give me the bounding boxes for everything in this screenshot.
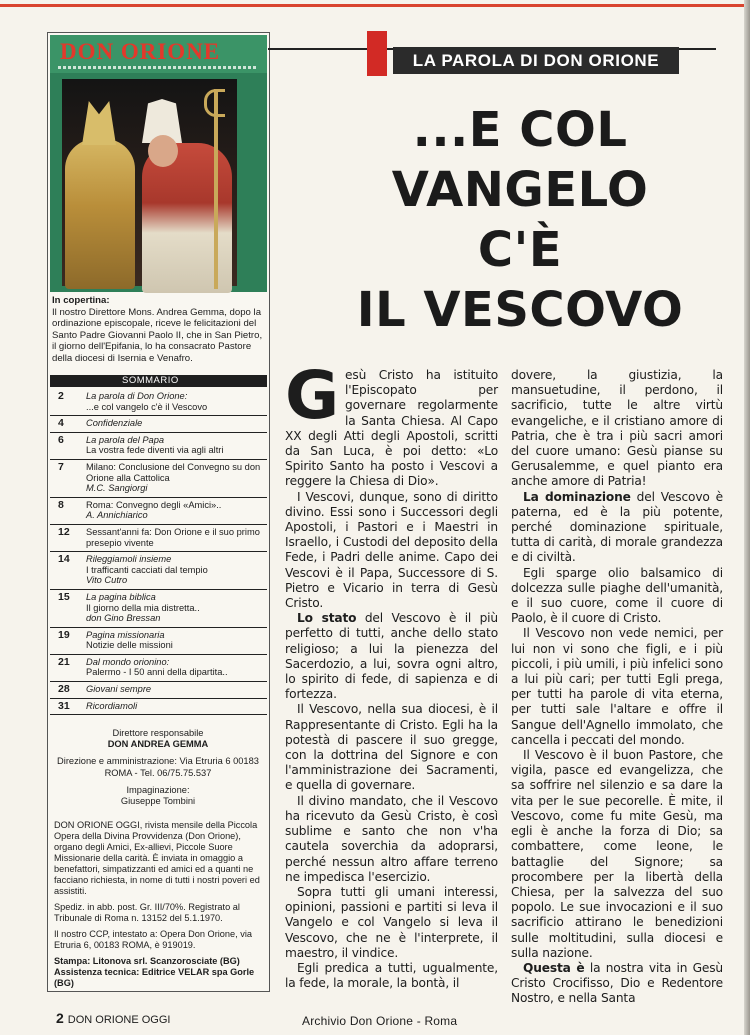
- sommario-entry-line1: La pagina biblica: [86, 591, 156, 602]
- crozier-staff: [214, 89, 218, 289]
- left-sidebar: [47, 32, 270, 992]
- publication-info: [54, 820, 262, 989]
- paragraph-text: esù Cristo ha istituito l'Episcopato per governare regolarmente la Santa Chiesa. Al Capo XX degli Atti degli Apostoli, scritti da San Luca, è poi detto: «Lo Spirito Santo ha posto i Vescovi a reggere la Chiesa di Dio».: [285, 368, 498, 489]
- headline-line: IL VESCOVO: [356, 282, 684, 338]
- sommario-page-number: 4: [58, 417, 64, 430]
- article-paragraph: dovere, la giustizia, la mansuetudine, il perdono, il sacrificio, tutte le altre virtù evangeliche, e il cristiano amore di Patria, che è tra i più sacri amori del cuore umano: Gesù pianse su Gerusalemme, e quel pianto era anche amore di Patria!: [511, 368, 723, 489]
- sommario-entry-line2: ...e col vangelo c'è il Vescovo: [86, 401, 208, 412]
- lead-in: La dominazione: [523, 489, 631, 504]
- sommario-item: [50, 525, 267, 552]
- sommario-page-number: 15: [58, 590, 70, 603]
- sommario-entry-line3: A. Annichiarico: [86, 510, 148, 521]
- sommario-entry-line2: I trafficanti cacciati dal tempio: [86, 564, 208, 575]
- sommario-entry: [86, 684, 267, 695]
- article-paragraph: Il Vescovo è il buon Pastore, che vigila, pasce ed evangelizza, che sa soffrire nel silenzio e sa dare la vita per le sue pecorelle. È mite, il Vescovo, come fu mite Gesù, ma egli è anche la forza di Dio; sa combattere, come leone, le battaglie del Signore; sa procombere per la libertà della Chiesa, per la salvezza del suo popolo. Le sue invocazioni e il suo sacrificio attirano le benedizioni sulle moltitudini, sulla diocesi e sulla nazione.: [511, 748, 723, 960]
- article-paragraph: Sopra tutti gli umani interessi, opinioni, passioni e partiti si leva il Vangelo e col Vangelo si leva il Vescovo, che ne è l'interprete, il maestro, il vindice.: [285, 884, 498, 960]
- section-accent: [367, 31, 387, 76]
- impaginazione-label: Impaginazione:: [126, 784, 190, 795]
- direzione-address: Direzione e amministrazione: Via Etruria 6 00183 ROMA - Tel. 06/75.75.537: [57, 756, 259, 778]
- sommario-entry-line2: Notizie delle missioni: [86, 640, 173, 651]
- pope-mitre: [82, 101, 116, 145]
- sommario-entry-line3: Vito Cutro: [86, 575, 128, 586]
- sommario-item: [50, 498, 267, 525]
- article-paragraph: [285, 357, 498, 490]
- sommario-entry: [86, 527, 267, 548]
- lead-in: Questa è: [523, 960, 585, 975]
- page-number: 2: [56, 1010, 64, 1026]
- headline-line: ...E COL: [412, 102, 628, 158]
- sommario-item: [50, 460, 267, 498]
- sommario-page-number: 31: [58, 699, 70, 712]
- sommario-entry-line1: Dal mondo orionino:: [86, 656, 170, 667]
- headline-line: VANGELO: [391, 162, 649, 218]
- sommario-page-number: 12: [58, 525, 70, 538]
- archive-watermark: Archivio Don Orione - Roma: [302, 1014, 458, 1028]
- sommario-item: [50, 416, 267, 433]
- sommario-page-number: 6: [58, 433, 64, 446]
- sommario-entry-line1: Giovani sempre: [86, 684, 152, 695]
- sommario-entry-line3: M.C. Sangiorgi: [86, 483, 148, 494]
- sommario-entry-line2: La vostra fede diventi via agli altri: [86, 445, 224, 456]
- article-paragraph: Il Vescovo, nella sua diocesi, è il Rappresentante di Cristo. Egli ha la potestà di pascere il suo gregge, con la dottrina del Signore e con l'amministrazione dei Sacramenti, e quella di governare.: [285, 702, 498, 793]
- sommario-entry: [86, 462, 267, 494]
- article-paragraph: [511, 490, 723, 566]
- sommario-entry: [86, 418, 267, 429]
- article-paragraph: [511, 961, 723, 1007]
- page-footer: [56, 1010, 170, 1026]
- article-column-1: [285, 357, 498, 998]
- cover-image: [50, 35, 267, 292]
- sommario-entry: [86, 435, 267, 456]
- sommario-entry: [86, 592, 267, 624]
- sommario-page-number: 8: [58, 498, 64, 511]
- top-red-line: [0, 4, 750, 7]
- article-paragraph: Il divino mandato, che il Vescovo ha ricevuto da Gesù Cristo, è così sublime e santo che non v'ha cautela soverchia da adoprarsi, perché nessun altro affare terreno ne impedisca l'esercizio.: [285, 793, 498, 884]
- bishop-figure: [142, 143, 232, 293]
- cover-description-heading: In copertina:: [52, 295, 110, 306]
- stampa-info: Stampa: Litonova srl. Scanzorosciate (BG): [54, 956, 240, 966]
- lead-in: Lo stato: [297, 611, 357, 626]
- headline: [300, 100, 740, 340]
- sommario-entry: [86, 554, 267, 586]
- sommario-page-number: 19: [58, 628, 70, 641]
- direttore-name: DON ANDREA GEMMA: [107, 739, 209, 750]
- sommario-entry-line1: Rileggiamoli insieme: [86, 554, 172, 565]
- sommario-item: [50, 552, 267, 590]
- cover-masthead: [50, 35, 267, 73]
- sommario-item: [50, 655, 267, 682]
- article-paragraph: [285, 611, 498, 702]
- sommario-page-number: 14: [58, 553, 70, 566]
- rivista-info: DON ORIONE OGGI, rivista mensile della Piccola Opera della Divina Provvidenza (Don Orione), organo degli Amici, Ex-allievi, Piccole Suore Missionarie della carità. È inviata in omaggio a benefattori, simpatizzanti ed amici ed a quanti ne facciano richiesta, in nome di tutti i nostri poveri ed assistiti.: [54, 820, 260, 896]
- sommario-entry: [86, 657, 267, 678]
- paragraph-text: del Vescovo è il più perfetto di tutti, anche dello stato religioso; a lui la pienezza del Sacerdozio, a lui, sovra ogni altro, lo spirito di fede, di sapienza e di fortezza.: [285, 611, 498, 702]
- ccp-info: Il nostro CCP, intestato a: Opera Don Orione, via Etruria 6, 00183 ROMA, è 919019.: [54, 929, 252, 950]
- page-edge-shadow: [744, 0, 750, 1035]
- sommario-entry-line2: Roma: Convegno degli «Amici»..: [86, 499, 222, 510]
- sommario-page-number: 2: [58, 390, 64, 402]
- sommario-list: [50, 389, 267, 715]
- sommario-item: [50, 682, 267, 699]
- footer-magazine: DON ORIONE OGGI: [67, 1014, 171, 1026]
- cover-description-text: Il nostro Direttore Mons. Andrea Gemma, dopo la ordinazione episcopale, riceve le felicitazioni del Santo Padre Giovanni Paolo II, che in San Pietro, il giorno dell'Epifania, lo ha consacrato Pastore della diocesi di Isernia e Venafro.: [52, 306, 263, 364]
- direttore-label: Direttore responsabile: [112, 728, 204, 738]
- sommario-page-number: 21: [58, 655, 70, 668]
- drop-cap: G: [285, 357, 340, 434]
- sommario-entry-line3: don Gino Bressan: [86, 613, 161, 624]
- paragraph-text: del Vescovo è paterna, ed è la più potente, perché dominazione spirituale, tutta di carità, di morale grandezza e di civiltà.: [511, 489, 723, 565]
- bishop-face: [148, 135, 178, 167]
- sommario-entry-line2: Il giorno della mia distretta..: [86, 602, 200, 613]
- paragraph-text: la nostra vita in Gesù Cristo Crocifisso, Dio e Redentore Nostro, e nella Santa: [511, 960, 723, 1006]
- credits: [52, 728, 264, 807]
- cover-photo: [62, 79, 237, 286]
- sommario-title: SOMMARIO: [122, 375, 179, 386]
- cover-description: [52, 295, 264, 364]
- sommario-entry-line1: La parola di Don Orione:: [86, 391, 188, 401]
- impaginazione-name: Giuseppe Tombini: [120, 796, 196, 807]
- sommario-entry-line2: Sessant'anni fa: Don Orione e il suo primo presepio vivente: [86, 526, 260, 548]
- sommario-entry: [86, 701, 267, 712]
- sommario-entry: [86, 630, 267, 651]
- sommario-page-number: 28: [58, 683, 70, 696]
- article-paragraph: Egli predica a tutti, ugualmente, la fede, la morale, la bontà, il: [285, 960, 498, 991]
- assistenza-info: Assistenza tecnica: Editrice VELAR spa Gorle (BG): [54, 967, 255, 988]
- sommario-item: [50, 389, 267, 416]
- sommario-entry-line1: La parola del Papa: [86, 434, 165, 445]
- article-paragraph: Il Vescovo non vede nemici, per lui non vi sono che figli, e i più piccoli, i più umili, i più infelici sono a lui più cari; per tutti Egli prega, per tutti ha parole di vita eterna, per tutti sale l'altare e offre il Sangue dell'Agnello immolato, che cancella i peccati del mondo.: [511, 626, 723, 747]
- pope-figure: [65, 139, 135, 289]
- sommario-item: [50, 433, 267, 460]
- sommario-entry-line1: Pagina missionaria: [86, 629, 165, 640]
- sommario-entry-line2: Palermo - I 50 anni della dipartita..: [86, 667, 228, 678]
- sommario-item: [50, 699, 267, 716]
- headline-line: C'È: [477, 222, 563, 278]
- article-column-2: [511, 368, 723, 1006]
- sommario-entry: [86, 391, 267, 412]
- sommario-header: [50, 375, 267, 387]
- section-label: LA PAROLA DI DON ORIONE: [393, 47, 679, 74]
- crozier-head: [204, 89, 225, 117]
- sommario-entry: [86, 500, 267, 521]
- sommario-entry-line1: Confidenziale: [86, 418, 143, 429]
- sommario-page-number: 7: [58, 460, 64, 473]
- sommario-item: [50, 590, 267, 628]
- sommario-entry-line2: Milano: Conclusione del Convegno su don Orione alla Cattolica: [86, 461, 261, 483]
- article-paragraph: I Vescovi, dunque, sono di diritto divino. Essi sono i Successori degli Apostoli, i Pastori e i Maestri in Israello, i Custodi del deposito della Fede, i Padri delle anime. Capo dei Vescovi è il Papa, Successore di S. Pietro e Vicario in terra di Gesù Cristo.: [285, 489, 498, 611]
- cover-logo: DON ORIONE: [60, 39, 221, 64]
- sommario-item: [50, 628, 267, 655]
- sommario-entry-line1: Ricordiamoli: [86, 700, 138, 711]
- article-paragraph: Egli sparge olio balsamico di dolcezza sulle piaghe dell'umanità, e il suo cuore, come il cuore di Paolo, è il cuore di Cristo.: [511, 565, 723, 626]
- spedizione-info: Spediz. in abb. post. Gr. III/70%. Registrato al Tribunale di Roma n. 13152 del 5.1.1970.: [54, 902, 240, 923]
- cover-subline: [58, 66, 258, 69]
